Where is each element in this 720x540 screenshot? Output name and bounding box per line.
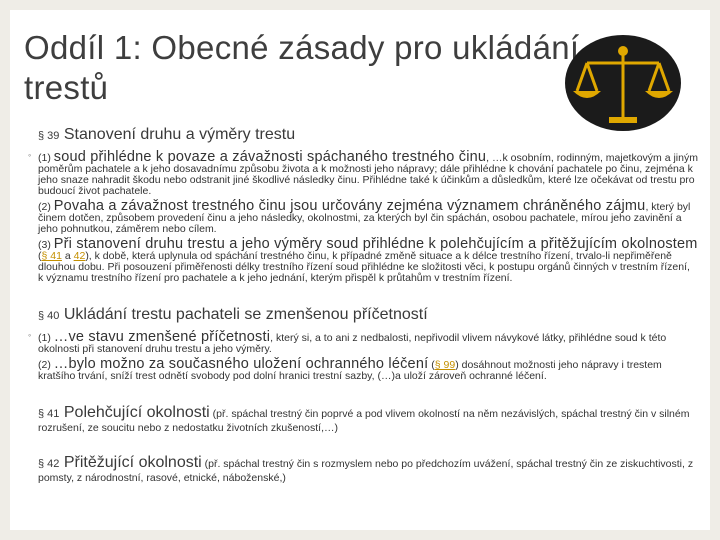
paragraph-39-1: ◦ (1) soud přihlédne k povaze a závažnosti spáchaného trestného činu, …k osobním, rodinným, majetkovým a jiným poměrům pachatele a k jeho dosavadnímu způsobu života a k možnosti jeho nápravy; dále přihlédne k chování pachatele po činu, zejména k jeho snaze nahradit škodu nebo odstranit jiné škodlivé následky činu. Přihlédne také k účinkům a důsledkům, které lze očekávat od trestu pro budoucí život pachatele. [28, 149, 698, 197]
paragraph-40-2: (2) …bylo možno za současného uložení ochranného léčení (§ 99) dosáhnout možnosti jeho nápravy i trestem kratšího trvání, sníží trest odnětí svobody pod dolní hranici trestní sazby, (…)a uloží zároveň ochranné léčení. [38, 356, 662, 382]
paragraph-39-2: (2) Povaha a závažnost trestného činu jsou určovány zejména významem chráněného zájmu, který byl činem dotčen, způsobem provedení činu a jeho následky, okolnostmi, za kterých byl čin spáchán, osobou pachatele, mírou jeho zavinění a jeho pohnutkou, záměrem nebo cílem. [38, 198, 691, 235]
bullet-icon: ◦ [28, 150, 32, 160]
title-line-1: Oddíl 1: Obecné zásady pro ukládání [24, 29, 580, 66]
section-42: § 42 Přitěžující okolnosti (př. spáchal trestný čin s rozmyslem nebo po předchozím uvážení, spáchal trestný čin ze ziskuchtivosti, z pomsty, z národnostní, rasové, etnické, náboženské,) [38, 454, 694, 484]
paragraph-39-3: (3) Při stanovení druhu trestu a jeho výměry soud přihlédne k polehčujícím a přitěžujícím okolnostem (§ 41 a 42), k době, která uplynula od spáchání trestného činu, k případné změně situace a k délce trestního řízení, trvalo-li nepřiměřeně dlouhou dobu. Při posouzení přiměřenosti délky trestního řízení soud přihlédne ke složitosti věci, k postupu orgánů činných v trestním řízení, k významu trestního řízení pro pachatele a k jeho jednání, kterým přispěl k průtahům v trestním řízení. [38, 236, 698, 284]
section-title: Stanovení druhu a výměry trestu [63, 126, 296, 143]
slide-title [24, 28, 579, 108]
title-line-2: trestů [24, 69, 109, 106]
law-link-99[interactable]: § 99 [434, 359, 456, 371]
section-39-heading [38, 126, 698, 145]
scales-of-justice-icon [563, 33, 683, 133]
law-link-41[interactable]: § 41 [41, 250, 62, 262]
slide-body [28, 126, 698, 484]
section-41: § 41 Polehčující okolnosti (př. spáchal trestný čin poprvé a pod vlivem okolností na něm nezávislých, spáchal trestný čin v silném rozrušení, ze soucitu nebo z nedostatku životních zkušeností,…) [38, 404, 690, 434]
section-40-heading: § 40 Ukládání trestu pachateli se zmenšenou příčetností [38, 306, 428, 323]
paragraph-40-1: ◦ (1) …ve stavu zmenšené příčetnosti, který si, a to ani z nedbalosti, nepřivodil vlivem návykové látky, přihlédne soud k této okolnosti při stanovení druhu trestu a jeho výměry. [28, 329, 667, 355]
bullet-icon: ◦ [28, 330, 32, 340]
law-link-42[interactable]: 42 [73, 250, 86, 262]
section-number: § 39 [38, 130, 60, 142]
